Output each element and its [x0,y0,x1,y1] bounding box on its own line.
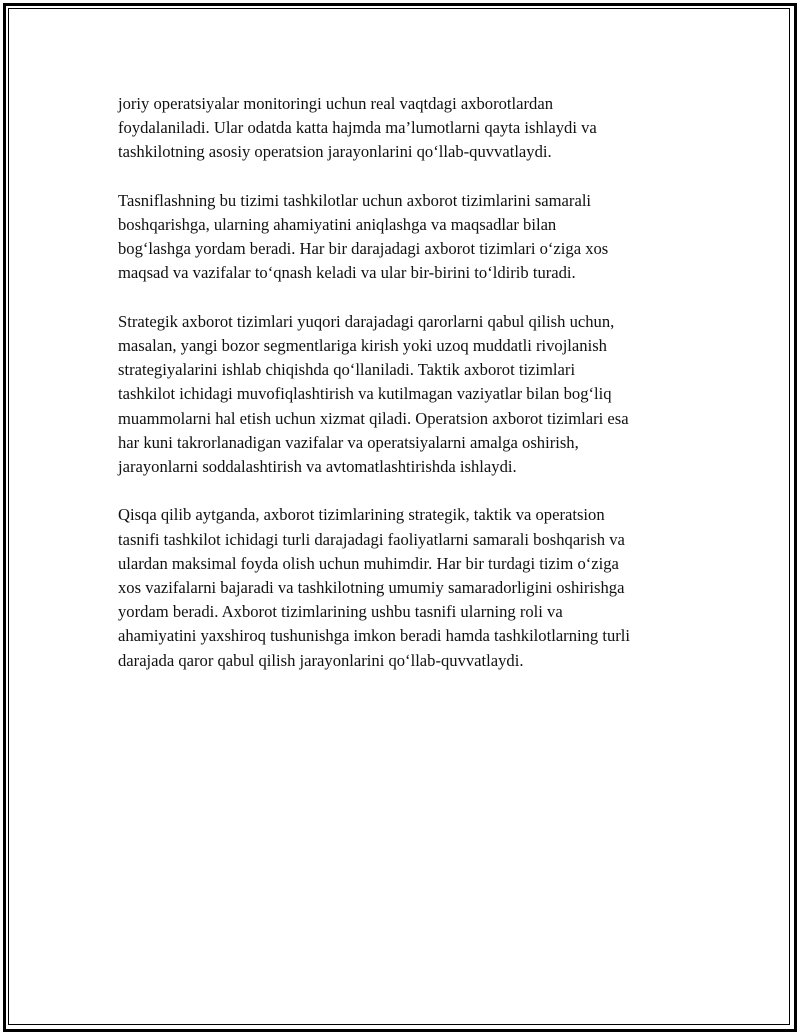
paragraph-4: Qisqa qilib aytganda, axborot tizimlarining strategik, taktik va operatsion tasnifi tashkilot ichidagi turli darajadagi faoliyatlarni samarali boshqarish va ulardan maksimal foyda olish uchun muhimdir. Har bir turdagi tizim o‘ziga xos vazifalarni bajaradi va tashkilotning umumiy samaradorligini oshirishga yordam beradi. Axborot tizimlarining ushbu tasnifi ularning roli va ahamiyatini yaxshiroq tushunishga imkon beradi hamda tashkilotlarning turli darajada qaror qabul qilish jarayonlarini qo‘llab-quvvatlaydi. [118,505,631,670]
document-body [118,92,708,697]
paragraph-1: joriy operatsiyalar monitoringi uchun real vaqtdagi axborotlardan foydalaniladi. Ular odatda katta hajmda ma’lumotlarni qayta ishlaydi va tashkilotning asosiy operatsion jarayonlarini qo‘llab-quvvatlaydi. [118,94,597,162]
paragraph-2: Tasniflashning bu tizimi tashkilotlar uchun axborot tizimlarini samarali boshqarishga, ularning ahamiyatini aniqlashga va maqsadlar bilan bog‘lashga yordam beradi. Har bir darajadagi axborot tizimlari o‘ziga xos maqsad va vazifalar to‘qnash keladi va ular bir-birini to‘ldirib turadi. [118,190,609,283]
paragraph-3: Strategik axborot tizimlari yuqori darajadagi qarorlarni qabul qilish uchun, masalan, yangi bozor segmentlariga kirish yoki uzoq muddatli rivojlanish strategiyalarini ishlab chiqishda qo‘llaniladi. Taktik axborot tizimlari tashkilot ichidagi muvofiqlashtirish va kutilmagan vaziyatlar bilan bog‘liq muammolarni hal etish uchun xizmat qiladi. Operatsion axborot tizimlari esa har kuni takrorlanadigan vazifalar va operatsiyalarni amalga oshirish, jarayonlarni soddalashtirish va avtomatlashtirishda ishlaydi. [118,311,629,477]
